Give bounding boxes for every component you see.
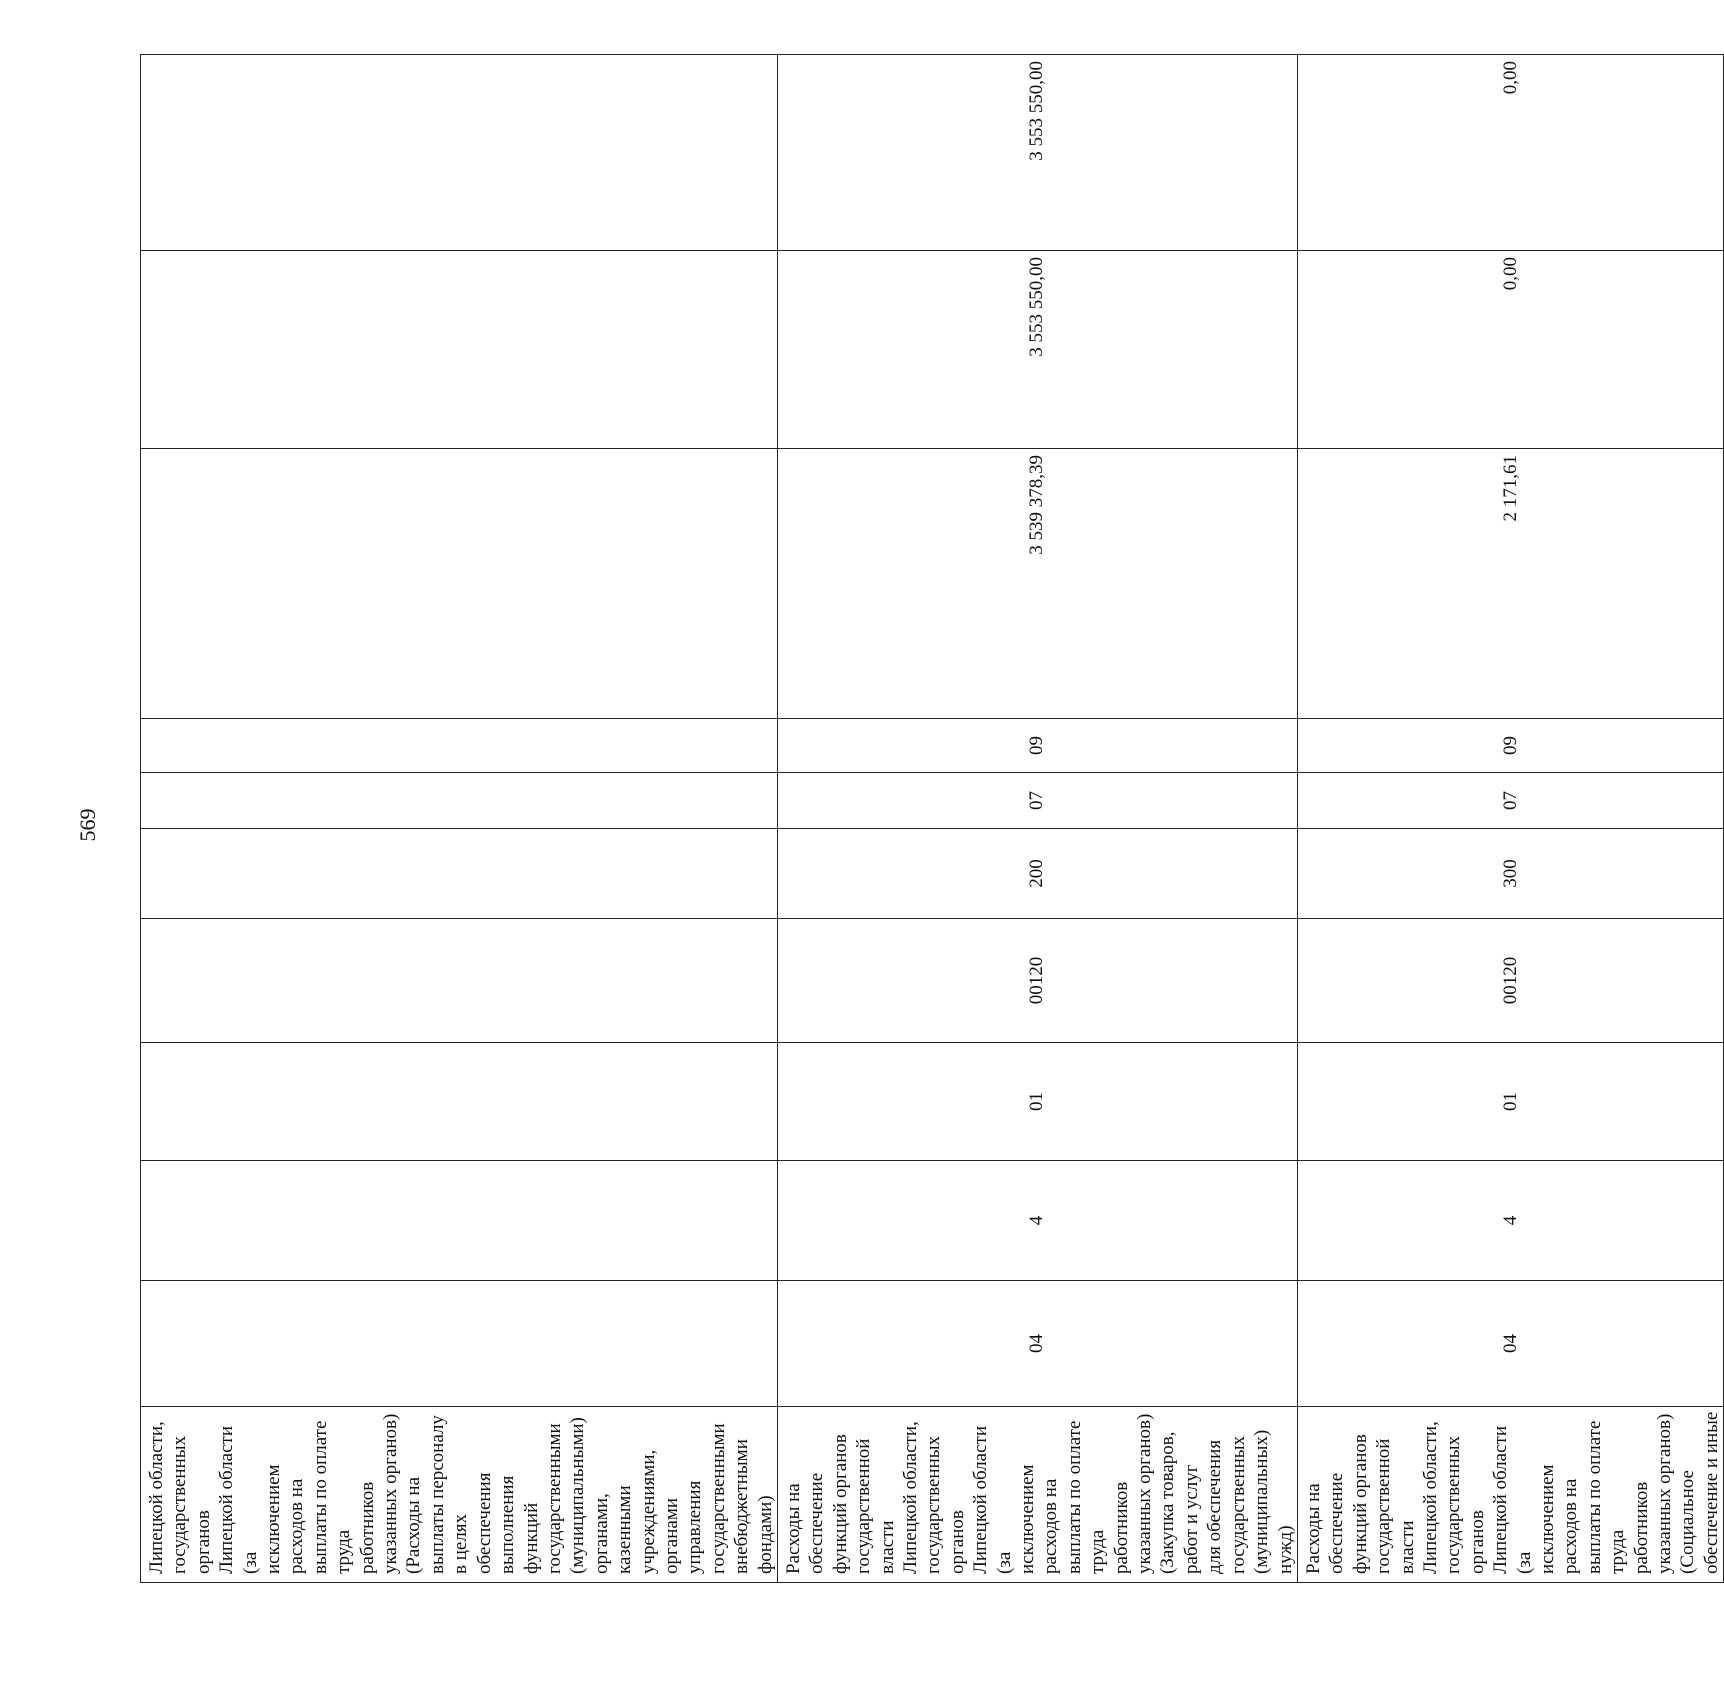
cell-code: 01 bbox=[1297, 1043, 1723, 1161]
cell-amount bbox=[141, 55, 778, 251]
cell-amount: 0,00 bbox=[1297, 251, 1723, 449]
cell-code bbox=[141, 1161, 778, 1281]
cell-code: 09 bbox=[1297, 719, 1723, 773]
cell-code: 01 bbox=[777, 1043, 1297, 1161]
cell-code: 07 bbox=[777, 773, 1297, 829]
cell-code: 00120 bbox=[1297, 919, 1723, 1043]
cell-code: 09 bbox=[777, 719, 1297, 773]
cell-code bbox=[141, 829, 778, 919]
row-description: Липецкой области, государственных органов Липецкой области (за исключением расходов на выплаты по оплате труда работников указанных органов) (Расходы на выплаты персоналу в целях обеспечения выполнения функций государственными (муниципальными) органами, казенными учреждениями, органами управления государственными внебюджетными фондами) bbox=[141, 1407, 778, 1583]
cell-code: 04 bbox=[777, 1281, 1297, 1407]
cell-code: 300 bbox=[1297, 829, 1723, 919]
cell-amount bbox=[141, 251, 778, 449]
cell-code: 07 bbox=[1297, 773, 1723, 829]
cell-code: 00120 bbox=[777, 919, 1297, 1043]
budget-table bbox=[140, 54, 1724, 1583]
row-description: Расходы на обеспечение функций органов государственной власти Липецкой области, государственных органов Липецкой области (за исключением расходов на выплаты по оплате труда работников указанных органов) (Социальное обеспечение и иные bbox=[1297, 1407, 1723, 1583]
table-row bbox=[141, 55, 778, 1583]
row-description: Расходы на обеспечение функций органов государственной власти Липецкой области, государственных органов Липецкой области (за исключением расходов на выплаты по оплате труда работников указанных органов) (Закупка товаров, работ и услуг для обеспечения государственных (муниципальных) нужд) bbox=[777, 1407, 1297, 1583]
cell-amount: 2 171,61 bbox=[1297, 449, 1723, 719]
cell-amount: 0,00 bbox=[1297, 55, 1723, 251]
cell-code: 4 bbox=[1297, 1161, 1723, 1281]
cell-code: 4 bbox=[777, 1161, 1297, 1281]
cell-code bbox=[141, 1043, 778, 1161]
cell-amount bbox=[141, 449, 778, 719]
cell-code: 200 bbox=[777, 829, 1297, 919]
table-row bbox=[1297, 55, 1723, 1583]
cell-code bbox=[141, 719, 778, 773]
cell-amount: 3 553 550,00 bbox=[777, 251, 1297, 449]
cell-code bbox=[141, 773, 778, 829]
budget-table-container bbox=[140, 55, 1722, 1583]
table-row bbox=[777, 55, 1297, 1583]
cell-amount: 3 539 378,39 bbox=[777, 449, 1297, 719]
cell-code: 04 bbox=[1297, 1281, 1723, 1407]
cell-code bbox=[141, 919, 778, 1043]
page-number: 569 bbox=[75, 808, 100, 842]
cell-amount: 3 553 550,00 bbox=[777, 55, 1297, 251]
cell-code bbox=[141, 1281, 778, 1407]
